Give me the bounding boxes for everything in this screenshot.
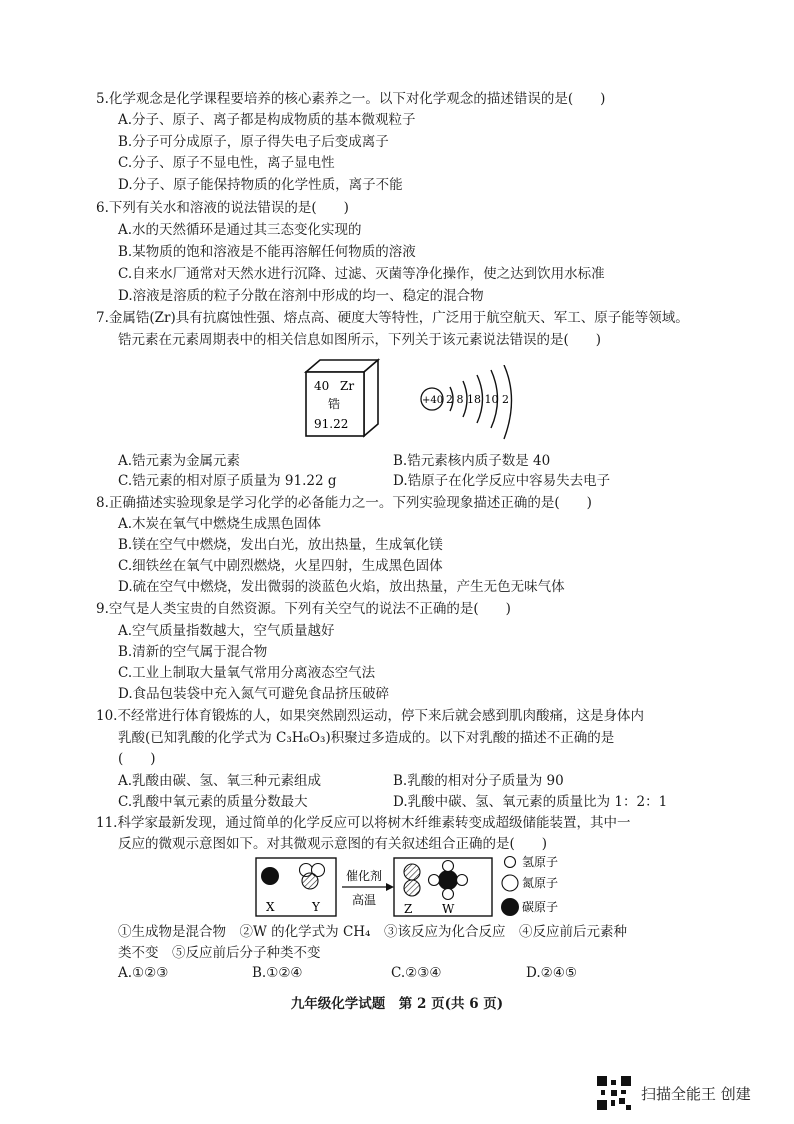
q11-statements-line2: 类不变 ⑤反应前后分子种类不变 — [118, 945, 321, 961]
q8-option-d: D.硫在空气中燃烧，发出微弱的淡蓝色火焰，放出热量，产生无色无味气体 — [118, 579, 565, 595]
cell-symbol: Zr — [340, 379, 355, 393]
zirconium-element-cell — [300, 358, 390, 438]
q10-stem-line1: 10.不经常进行体育锻炼的人，如果突然剧烈运动，停下来后就会感到肌肉酸痛，这是身体内 — [96, 708, 644, 724]
reaction-micro-diagram — [254, 852, 584, 922]
q7-stem-line1: 7.金属锆(Zr)具有抗腐蚀性强、熔点高、硬度大等特性，广泛用于航空航天、军工、原子能等领域。 — [96, 310, 689, 326]
q5-option-d: D.分子、原子能保持物质的化学性质，离子不能 — [118, 177, 403, 193]
label-z: Z — [404, 902, 413, 916]
q10-option-b: B.乳酸的相对分子质量为 90 — [393, 773, 564, 789]
legend-nitrogen: 氮原子 — [522, 876, 559, 890]
q6-stem: 6.下列有关水和溶液的说法错误的是( ) — [96, 200, 349, 216]
atom-nucleus-charge: +40 — [422, 395, 444, 406]
q9-stem: 9.空气是人类宝贵的自然资源。下列有关空气的说法不正确的是( ) — [96, 601, 511, 617]
qr-code-icon — [597, 1076, 631, 1110]
q7-option-b: B.锆元素核内质子数是 40 — [393, 453, 551, 469]
q7-option-c: C.锆元素的相对原子质量为 91.22 g — [118, 473, 337, 489]
q7-option-d: D.锆原子在化学反应中容易失去电子 — [393, 473, 611, 489]
carbon-atom-x — [261, 867, 279, 885]
q5-option-b: B.分子可分成原子，原子得失电子后变成离子 — [118, 134, 389, 150]
label-x: X — [266, 900, 275, 914]
cell-atomic-mass: 91.22 — [314, 417, 349, 431]
q11-option-a: A.①②③ — [118, 965, 169, 981]
q11-stem-line2: 反应的微观示意图如下。对其微观示意图的有关叙述组合正确的是( ) — [118, 836, 548, 852]
page-footer: 九年级化学试题 第 2 页(共 6 页) — [290, 996, 504, 1012]
condition-label: 高温 — [352, 893, 377, 907]
q11-stem-line1: 11.科学家最新发现，通过简单的化学反应可以将树木纤维素转变成超级储能装置，其中一 — [96, 815, 631, 831]
atom-electron-shells: 2 8 18 10 2 — [446, 393, 509, 406]
q11-option-d: D.②④⑤ — [526, 965, 577, 981]
q6-option-a: A.水的天然循环是通过其三态变化实现的 — [118, 222, 362, 238]
q5-stem: 5.化学观念是化学课程要培养的核心素养之一。以下对化学观念的描述错误的是( ) — [96, 91, 606, 107]
catalyst-label: 催化剂 — [346, 869, 383, 883]
legend-hydrogen: 氢原子 — [522, 855, 559, 869]
legend-carbon: 碳原子 — [522, 900, 559, 914]
q8-option-c: C.细铁丝在氧气中剧烈燃烧，火星四射，生成黑色固体 — [118, 558, 443, 574]
q10-option-d: D.乳酸中碳、氢、氧元素的质量比为 1：2：1 — [393, 794, 668, 810]
q8-option-b: B.镁在空气中燃烧，发出白光，放出热量，生成氧化镁 — [118, 537, 443, 553]
q6-option-b: B.某物质的饱和溶液是不能再溶解任何物质的溶液 — [118, 244, 416, 260]
label-y: Y — [312, 900, 320, 914]
q10-stem-line2: 乳酸(已知乳酸的化学式为 C₃H₆O₃)积聚过多造成的。以下对乳酸的描述不正确的是 — [118, 730, 615, 746]
q7-option-a: A.锆元素为金属元素 — [118, 453, 241, 469]
zirconium-atom-structure — [418, 365, 533, 449]
scanner-watermark — [597, 1076, 751, 1110]
q5-option-c: C.分子、原子不显电性，离子显电性 — [118, 155, 335, 171]
q10-option-a: A.乳酸由碳、氢、氧三种元素组成 — [118, 773, 322, 789]
q11-option-b: B.①②④ — [252, 965, 303, 981]
q9-option-a: A.空气质量指数越大，空气质量越好 — [118, 623, 335, 639]
q11-statements-line1: ①生成物是混合物 ②W 的化学式为 CH₄ ③该反应为化合反应 ④反应前后元素种 — [118, 924, 627, 940]
q10-stem-line3: ( ) — [118, 751, 156, 767]
q8-stem: 8.正确描述实验现象是学习化学的必备能力之一。下列实验现象描述正确的是( ) — [96, 495, 592, 511]
q9-option-c: C.工业上制取大量氧气常用分离液态空气法 — [118, 665, 376, 681]
q9-option-b: B.清新的空气属于混合物 — [118, 644, 268, 660]
label-w: W — [442, 902, 455, 916]
q6-option-c: C.自来水厂通常对天然水进行沉降、过滤、灭菌等净化操作，使之达到饮用水标准 — [118, 266, 605, 282]
q6-option-d: D.溶液是溶质的粒子分散在溶剂中形成的均一、稳定的混合物 — [118, 288, 484, 304]
cell-atomic-number: 40 — [314, 379, 330, 393]
q9-option-d: D.食品包装袋中充入氮气可避免食品挤压破碎 — [118, 686, 390, 702]
q7-stem-line2: 锆元素在元素周期表中的相关信息如图所示，下列关于该元素说法错误的是( ) — [118, 332, 602, 348]
scanner-label: 扫描全能王 创建 — [641, 1084, 751, 1103]
q11-option-c: C.②③④ — [391, 965, 442, 981]
q10-option-c: C.乳酸中氧元素的质量分数最大 — [118, 794, 308, 810]
q5-option-a: A.分子、原子、离子都是构成物质的基本微观粒子 — [118, 112, 416, 128]
q8-option-a: A.木炭在氧气中燃烧生成黑色固体 — [118, 516, 322, 532]
cell-name: 锆 — [328, 397, 341, 411]
